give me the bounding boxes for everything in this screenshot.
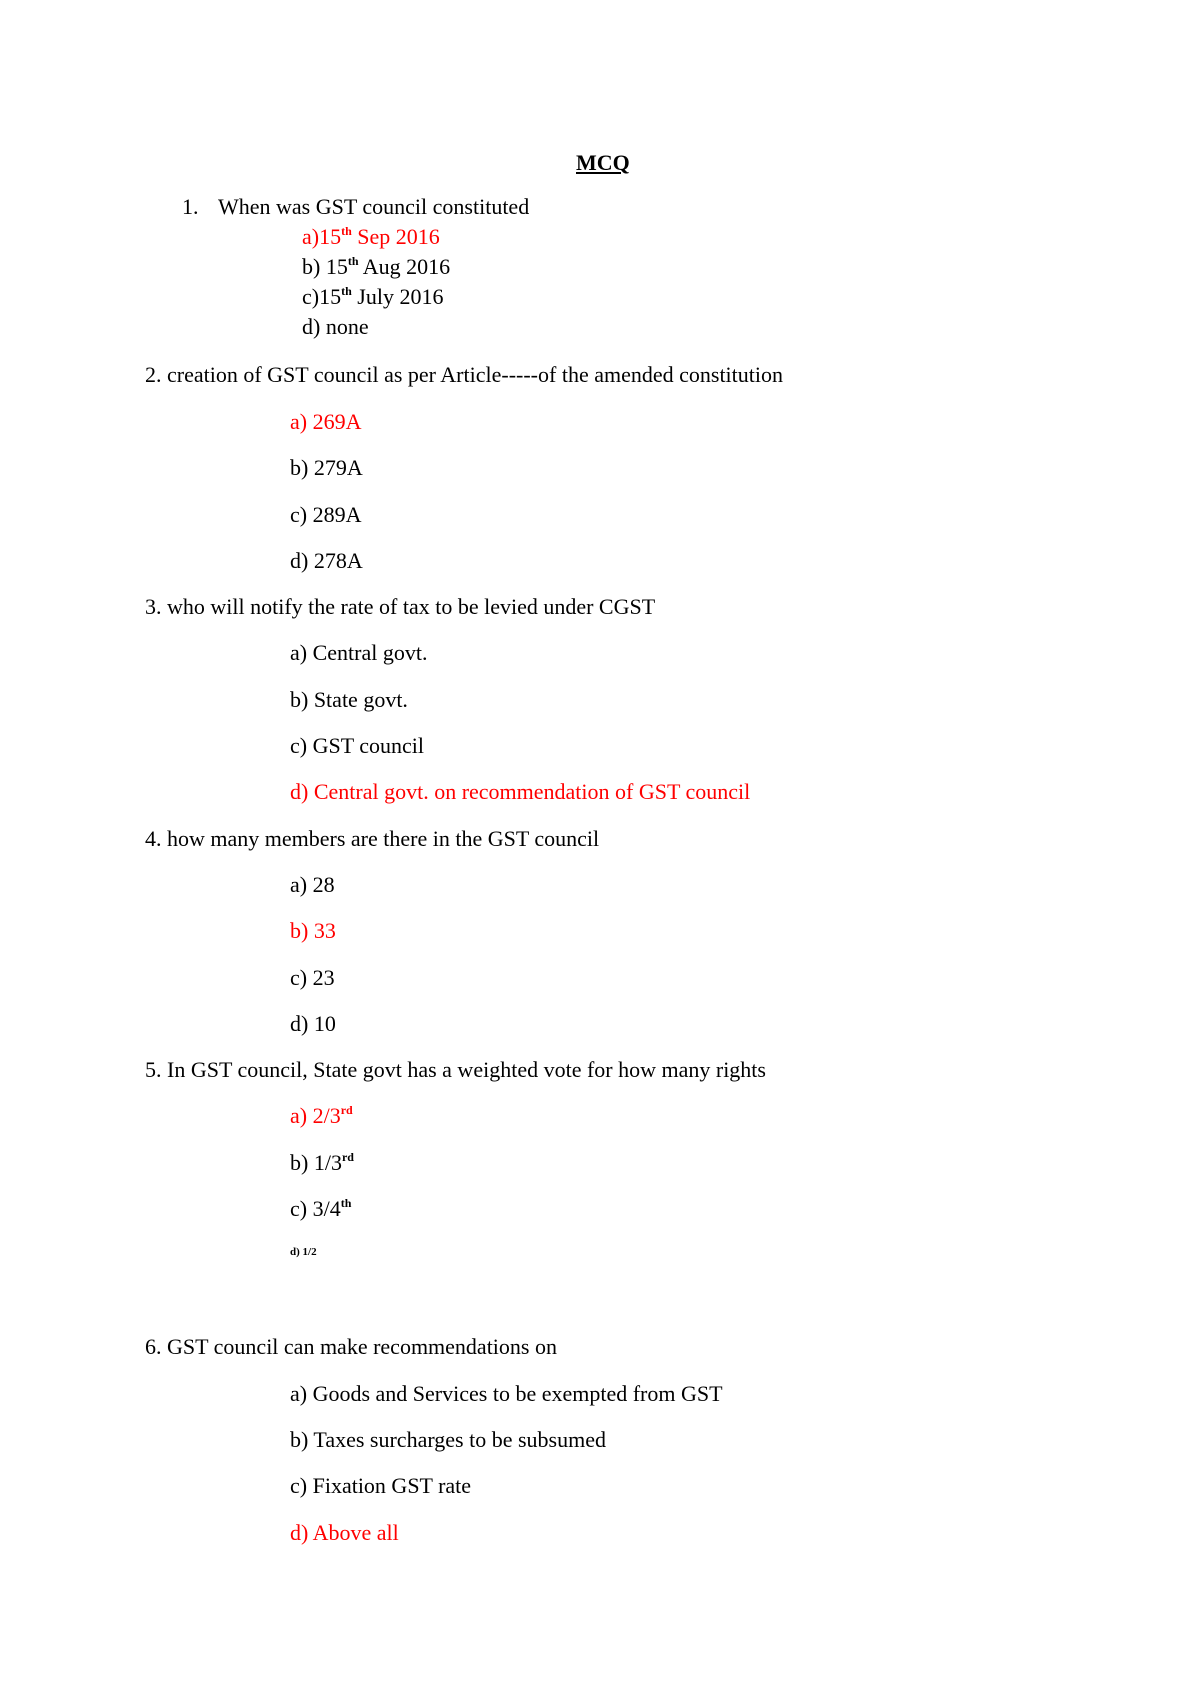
question-5-option-d: d) 1/2 <box>290 1246 317 1258</box>
question-2-text: 2. creation of GST council as per Article-----of the amended constitution <box>145 362 783 387</box>
question-6-option-c: c) Fixation GST rate <box>290 1473 472 1498</box>
question-5-option-c: c) 3/4th <box>290 1196 352 1221</box>
question-1-text: When was GST council constituted <box>218 194 530 219</box>
question-5-option-a: a) 2/3rd <box>290 1103 353 1128</box>
question-5-option-b: b) 1/3rd <box>290 1150 354 1175</box>
question-3-text: 3. who will notify the rate of tax to be levied under CGST <box>145 594 656 619</box>
question-1-number: 1. <box>182 194 199 219</box>
question-4-text: 4. how many members are there in the GST council <box>145 826 600 851</box>
question-3-option-c: c) GST council <box>290 733 425 758</box>
question-4-option-d: d) 10 <box>290 1011 336 1036</box>
question-3-option-d: d) Central govt. on recommendation of GST council <box>290 779 751 804</box>
question-3-option-b: b) State govt. <box>290 687 408 712</box>
question-6-option-b: b) Taxes surcharges to be subsumed <box>290 1427 606 1452</box>
question-2-option-b: b) 279A <box>290 455 363 480</box>
question-6-text: 6. GST council can make recommendations on <box>145 1334 557 1359</box>
question-6-option-d: d) Above all <box>290 1520 399 1545</box>
question-2-option-d: d) 278A <box>290 548 363 573</box>
question-1-option-a: a)15th Sep 2016 <box>302 224 440 249</box>
question-1-option-c: c)15th July 2016 <box>302 284 444 309</box>
question-4-option-b: b) 33 <box>290 918 336 943</box>
question-1-option-b: b) 15th Aug 2016 <box>302 254 451 279</box>
question-1-option-d: d) none <box>302 314 369 339</box>
question-3-option-a: a) Central govt. <box>290 640 428 665</box>
question-2-option-c: c) 289A <box>290 502 362 527</box>
question-5-text: 5. In GST council, State govt has a weighted vote for how many rights <box>145 1057 766 1082</box>
question-6-option-a: a) Goods and Services to be exempted from GST <box>290 1381 723 1406</box>
question-4-option-a: a) 28 <box>290 872 335 897</box>
question-2-option-a: a) 269A <box>290 409 362 434</box>
page-title: MCQ <box>576 150 630 175</box>
question-4-option-c: c) 23 <box>290 965 335 990</box>
